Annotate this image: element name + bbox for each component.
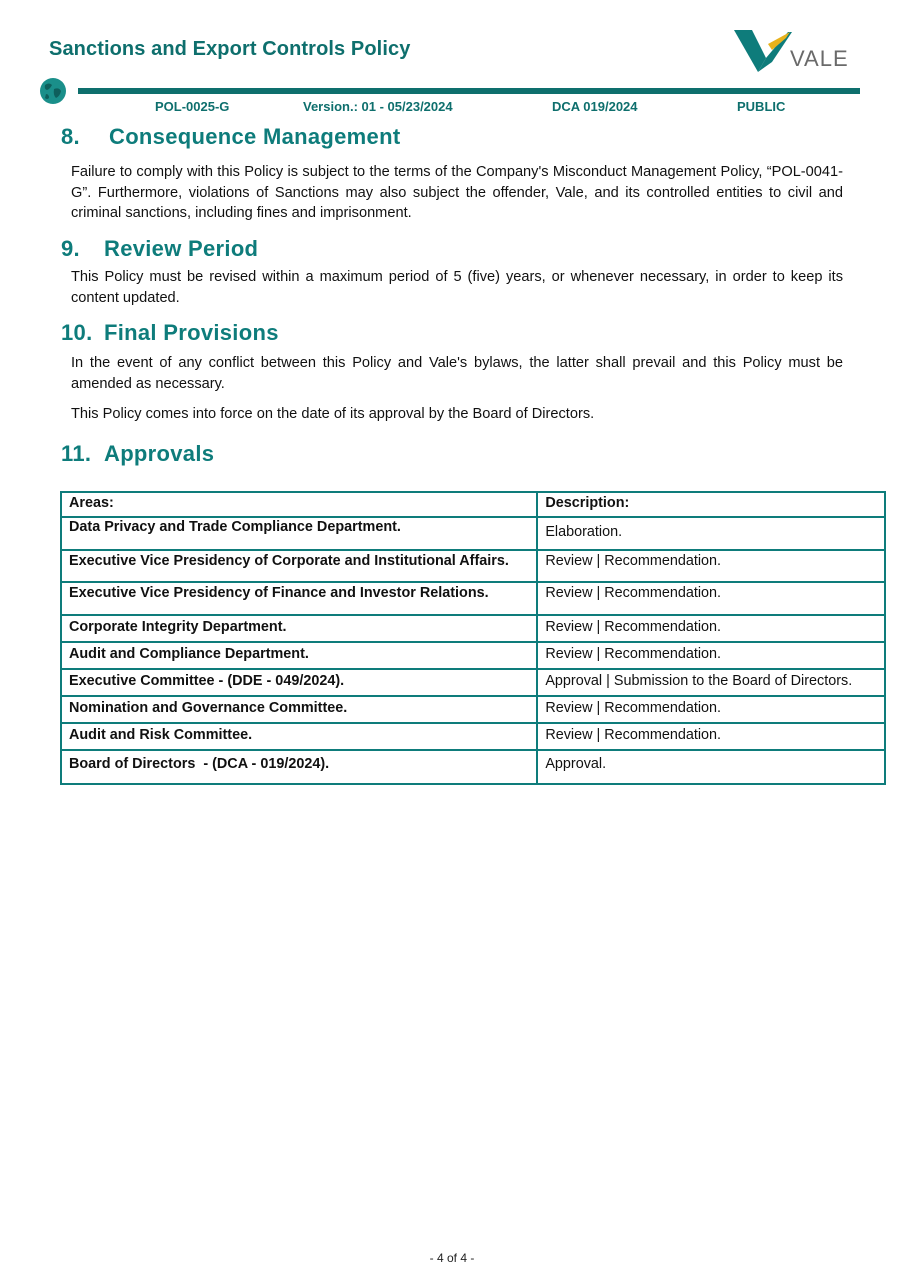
description-cell: Elaboration. [537,517,885,550]
description-cell: Review | Recommendation. [537,723,885,750]
description-cell: Review | Recommendation. [537,615,885,642]
table-row [61,517,885,550]
page-number: - 4 of 4 - [429,1251,475,1265]
section-10-paragraph-2: This Policy comes into force on the date of its approval by the Board of Directors. [71,406,595,422]
area-cell: Audit and Compliance Department. [61,642,537,669]
header-cell-description: Description: [537,492,885,517]
section-10-heading [61,320,279,346]
section-title: Approvals [104,441,215,466]
section-number: 10. [61,320,93,345]
table-row [61,696,885,723]
area-cell: Executive Committee - (DDE - 049/2024). [61,669,537,696]
section-title: Final Provisions [104,320,279,345]
table-row [61,550,885,582]
description-cell: Review | Recommendation. [537,550,885,582]
approvals-table [60,491,886,785]
area-cell: Executive Vice Presidency of Finance and Investor Relations. [61,582,537,615]
table-row [61,723,885,750]
section-8-heading [61,124,400,150]
description-cell: Review | Recommendation. [537,642,885,669]
table-row [61,642,885,669]
document-title: Sanctions and Export Controls Policy [49,38,411,60]
section-number: 11. [61,441,92,466]
area-cell: Data Privacy and Trade Compliance Department. [61,517,537,550]
header-rule [78,88,860,94]
area-cell: Nomination and Governance Committee. [61,696,537,723]
table-row [61,615,885,642]
description-cell: Approval | Submission to the Board of Directors. [537,669,885,696]
table-row [61,750,885,784]
doc-version: Version.: 01 - 05/23/2024 [303,99,453,114]
dca-number: DCA 019/2024 [552,99,638,114]
section-title: Review Period [104,236,259,261]
table-row [61,669,885,696]
area-cell: Corporate Integrity Department. [61,615,537,642]
header-cell-areas: Areas: [61,492,537,517]
description-cell: Review | Recommendation. [537,696,885,723]
logo-text: VALE [790,46,849,71]
description-cell: Review | Recommendation. [537,582,885,615]
globe-icon [39,77,67,105]
description-cell: Approval. [537,750,885,784]
section-number: 8. [61,124,80,149]
area-cell: Executive Vice Presidency of Corporate and Institutional Affairs. [61,550,537,582]
section-8-paragraph: Failure to comply with this Policy is subject to the terms of the Company's Misconduct Management Policy, “POL-0041-G”. Furthermore, violations of Sanctions may also subject the offender, Vale, and its controlled entities to civil and criminal sanctions, including fines and imprisonment. [71,164,843,221]
table-row [61,582,885,615]
section-number: 9. [61,236,80,261]
doc-code: POL-0025-G [155,99,230,114]
classification-label: PUBLIC [737,99,786,114]
area-cell: Audit and Risk Committee. [61,723,537,750]
area-cell: Board of Directors - (DCA - 019/2024). [61,750,537,784]
table-header-row [61,492,885,517]
section-10-paragraph-1: In the event of any conflict between this Policy and Vale's bylaws, the latter shall prevail and this Policy must be amended as necessary. [71,355,843,392]
section-title: Consequence Management [109,124,401,149]
section-11-heading [61,441,214,467]
section-9-paragraph: This Policy must be revised within a maximum period of 5 (five) years, or whenever necessary, in order to keep its content updated. [71,269,843,306]
section-9-heading [61,236,258,262]
